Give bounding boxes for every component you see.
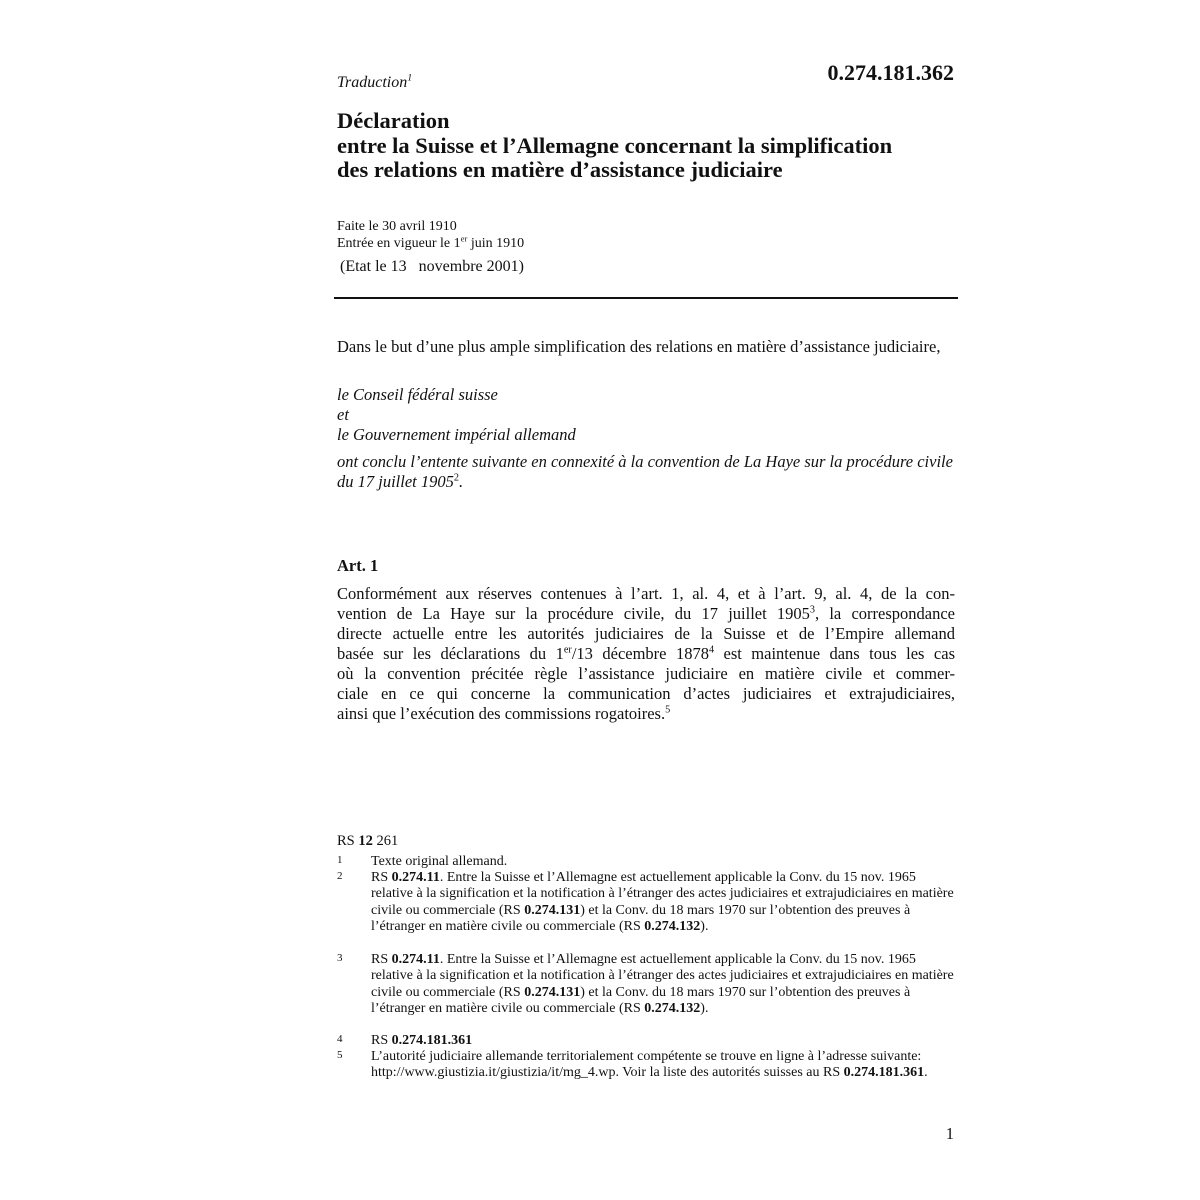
preamble-conclusion: ont conclu l’entente suivante en connexité à la convention de La Haye sur la procédure civile du 17 juillet 1905$^2$. — [337, 452, 953, 491]
preamble-intro: Dans le but d’une plus ample simplification des relations en matière d’assistance judiciaire, — [337, 337, 941, 356]
footnote-number: 5 — [337, 1049, 343, 1061]
rs-reference: RS 12 261 — [337, 833, 399, 849]
title-line: des relations en matière d’assistance judiciaire — [337, 157, 783, 182]
footnote-text: RS 0.274.11. Entre la Suisse et l’Allemagne est actuellement applicable la Conv. du 15 nov. 1965 relative à la signification et la notification à l’étranger des actes judiciaires et extrajudiciaires en matière civile ou commerciale (RS 0.274.131) et la Conv. du 18 mars 1970 sur l’obtention des preuves à l’étranger en matière civile ou commerciale (RS 0.274.132). — [371, 952, 954, 1016]
article-line: Conformément aux réserves contenues à l’art. 1, al. 4, et à l’art. 9, al. 4, de la con- — [337, 584, 955, 603]
title-line: Déclaration — [337, 108, 450, 133]
status-date: (Etat le 13 novembre 2001) — [340, 258, 524, 275]
date-made: Faite le 30 avril 1910 — [337, 219, 457, 234]
translation-label: Traduction$^1$ — [337, 72, 413, 91]
article-line: ainsi que l’exécution des commissions rogatoires.$^5$ — [337, 704, 671, 723]
party-german: le Gouvernement impérial allemand — [337, 425, 576, 444]
footnote-3 — [337, 952, 957, 1017]
footnote-number: 1 — [337, 854, 343, 866]
footnote-number: 4 — [337, 1033, 343, 1045]
party-conjunction: et — [337, 405, 349, 424]
footnote-ref: 1 — [407, 72, 413, 84]
page-number: 1 — [945, 1124, 954, 1143]
footnote-2 — [337, 870, 957, 935]
footnote-ref: 2 — [453, 472, 459, 484]
footnote-number: 2 — [337, 870, 343, 882]
article-line: basée sur les déclarations du 1er/13 décembre 1878$^4$ est maintenue dans tous les cas — [337, 644, 955, 663]
footnote-text: Texte original allemand. — [371, 854, 508, 869]
footnote-number: 3 — [337, 952, 343, 964]
document-dates — [337, 219, 524, 252]
article-line: vention de La Haye sur la procédure civile, du 17 juillet 1905$^3$, la correspondance — [337, 604, 955, 623]
article-body — [337, 584, 955, 724]
footnote-text: RS 0.274.181.361 — [371, 1033, 473, 1048]
header-divider — [334, 297, 958, 299]
article-line: ciale en ce qui concerne la communication d’actes judiciaires et extrajudiciaires, — [337, 684, 955, 703]
footnote-ref: 4 — [708, 644, 715, 656]
footnote-text: RS 0.274.11. Entre la Suisse et l’Allemagne est actuellement applicable la Conv. du 15 nov. 1965 relative à la signification et la notification à l’étranger des actes judiciaires et extrajudiciaires en matière civile ou commerciale (RS 0.274.131) et la Conv. du 18 mars 1970 sur l’obtention des preuves à l’étranger en matière civile ou commerciale (RS 0.274.132). — [371, 870, 954, 934]
party-swiss: le Conseil fédéral suisse — [337, 385, 498, 404]
article-line: directe actuelle entre les autorités judiciaires de la Suisse et de l’Empire allemand — [337, 624, 955, 643]
footnote-4 — [337, 1033, 957, 1049]
footnote-1 — [337, 854, 957, 870]
date-in-force: Entrée en vigueur le 1er juin 1910 — [337, 232, 525, 251]
title-line: entre la Suisse et l’Allemagne concernant la simplification — [337, 132, 893, 158]
article-title: Art. 1 — [337, 556, 379, 575]
footnote-ref: 5 — [665, 704, 671, 716]
footnote-ref: 3 — [809, 604, 816, 616]
footnote-text: L’autorité judiciaire allemande territorialement compétente se trouve en ligne à l’adresse suivante: http://www.giustizia.it/giustizia/it/mg_4.wp. Voir la liste des autorités suisses au RS 0.274.181.361. — [371, 1049, 928, 1081]
footnote-5 — [337, 1049, 957, 1082]
document-title — [337, 109, 957, 183]
article-line: où la convention précitée règle l’assistance judiciaire en matière civile et commer- — [337, 664, 955, 683]
document-page — [337, 0, 957, 1200]
systematic-number: 0.274.181.362 — [827, 60, 954, 85]
